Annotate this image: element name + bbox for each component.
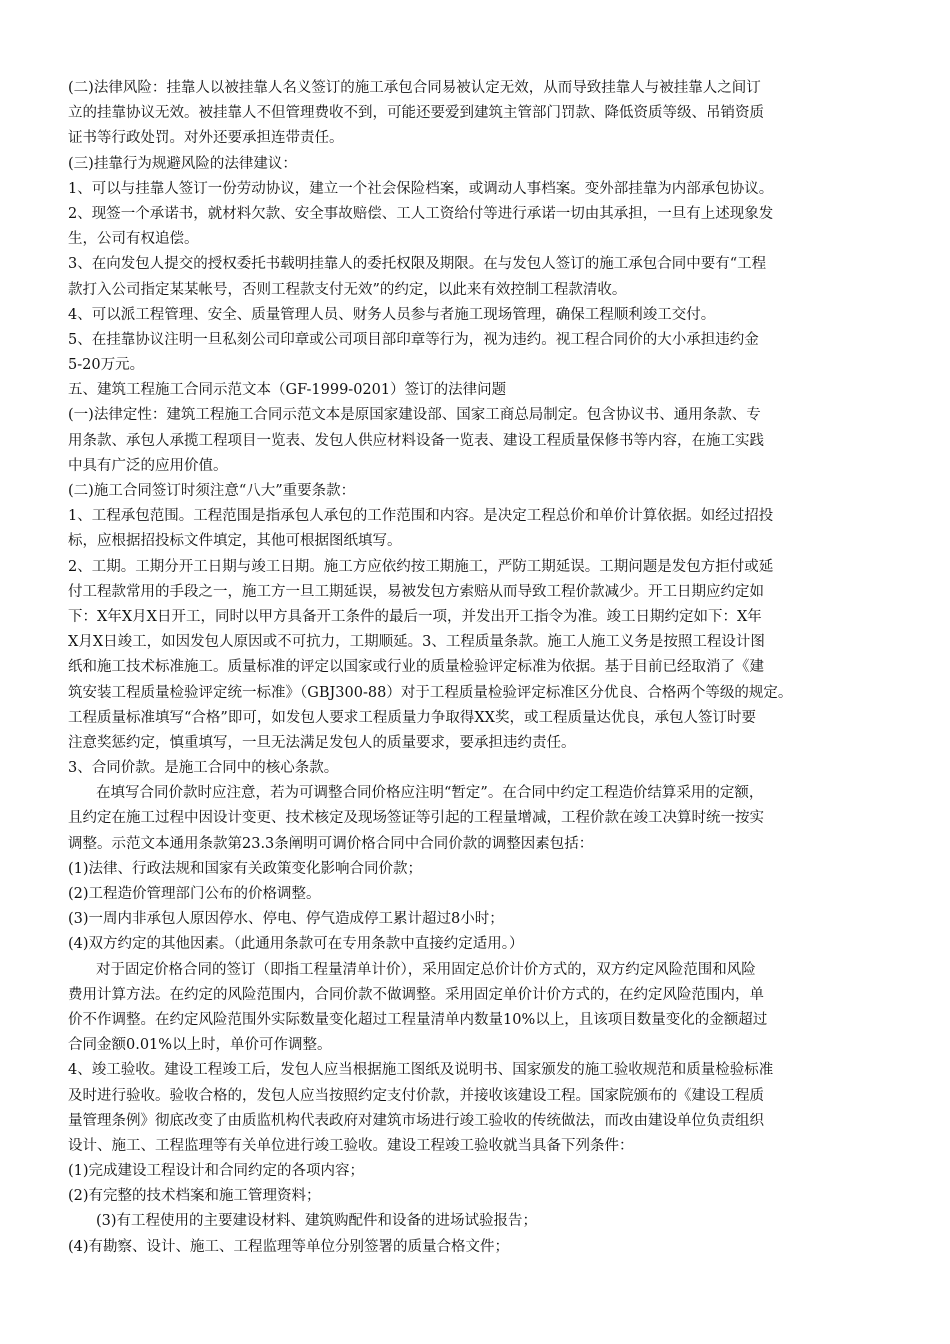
text-line: 生，公司有权追偿。 <box>68 231 199 248</box>
list-item: (2)工程造价管理部门公布的价格调整。 <box>68 886 321 902</box>
text-line: 工程质量标准填写“合格”即可，如发包人要求工程质量力争取得XX奖，或工程质量达优良，承包人签订时要 <box>68 709 756 726</box>
list-item: (3)有工程使用的主要建设材料、建筑购配件和设备的进场试验报告； <box>96 1213 538 1230</box>
text-line: 标，应根据招投标文件填定，其他可根据图纸填写。 <box>68 533 402 550</box>
text-line: 5、在挂靠协议注明一旦私刻公司印章或公司项目部印章等行为，视为违约。视工程合同价的大小承担违约金 <box>68 331 759 348</box>
text-line: 在填写合同价款时应注意，若为可调整合同价格应注明“暂定”。在合同中约定工程造价结算采用的定额， <box>96 785 764 802</box>
text-line: 中具有广泛的应用价值。 <box>68 457 228 474</box>
text-line: 调整。示范文本通用条款第23.3条阐明可调价格合同中合同价款的调整因素包括： <box>68 835 594 852</box>
text-line: 1、工程承包范围。工程范围是指承包人承包的工作范围和内容。是决定工程总价和单价计算依据。如经过招投 <box>68 508 774 525</box>
text-line: 量管理条例》彻底改变了由质监机构代表政府对建筑市场进行竣工验收的传统做法，而改由建设单位负责组织 <box>68 1112 764 1129</box>
list-item: (2)有完整的技术档案和施工管理资料； <box>68 1188 321 1205</box>
text-line: 4、竣工验收。建设工程竣工后，发包人应当根据施工图纸及说明书、国家颁发的施工验收规范和质量检验标准 <box>68 1062 774 1079</box>
list-item: (1)法律、行政法规和国家有关政策变化影响合同价款； <box>68 860 423 877</box>
section-heading: 五、建筑工程施工合同示范文本（GF-1999-0201）签订的法律问题 <box>68 382 507 399</box>
text-line: 立的挂靠协议无效。被挂靠人不但管理费收不到，可能还要爱到建筑主管部门罚款、降低资质等级、吊销资质 <box>68 105 764 122</box>
text-line: 证书等行政处罚。对外还要承担连带责任。 <box>68 130 344 147</box>
list-item: (4)有勘察、设计、施工、工程监理等单位分别签署的质量合格文件； <box>68 1238 510 1255</box>
text-line: 用条款、承包人承揽工程项目一览表、发包人供应材料设备一览表、建设工程质量保修书等内容，在施工实践 <box>68 432 764 449</box>
text-line: 纸和施工技术标准施工。质量标准的评定以国家或行业的质量检验评定标准为依据。基于目前已经取消了《建 <box>68 659 764 676</box>
text-line: 付工程款常用的手段之一，施工方一旦工期延误，易被发包方索赔从而导致工程价款减少。开工日期应约定如 <box>68 583 764 600</box>
text-line: 2、工期。工期分开工日期与竣工日期。施工方应依约按工期施工，严防工期延误。工期问题是发包方拒付或延 <box>68 558 774 575</box>
text-line: 3、在向发包人提交的授权委托书载明挂靠人的委托权限及期限。在与发包人签订的施工承包合同中要有“工程 <box>68 256 767 273</box>
text-line: 2、现签一个承诺书，就材料欠款、安全事故赔偿、工人工资给付等进行承诺一切由其承担，一旦有上述现象发 <box>68 205 774 222</box>
document-page <box>68 76 890 1260</box>
text-line: 及时进行验收。验收合格的，发包人应当按照约定支付价款，并接收该建设工程。国家院颁布的《建设工程质 <box>68 1087 764 1104</box>
text-line: 1、可以与挂靠人签订一份劳动协议，建立一个社会保险档案，或调动人事档案。变外部挂靠为内部承包协议。 <box>68 180 774 197</box>
text-line: 下：X年X月X日开工，同时以甲方具备开工条件的最后一项，并发出开工指令为准。竣工日期约定如下：X年 <box>68 608 762 625</box>
text-line: 4、可以派工程管理、安全、质量管理人员、财务人员参与者施工现场管理，确保工程顺利竣工交付。 <box>68 306 716 323</box>
text-line: 合同金额0.01%以上时，单价可作调整。 <box>68 1037 332 1054</box>
list-item: (4)双方约定的其他因素。（此通用条款可在专用条款中直接约定适用。） <box>68 936 524 953</box>
text-line: 款打入公司指定某某帐号，否则工程款支付无效”的约定，以此来有效控制工程款清收。 <box>68 281 627 298</box>
list-item: (3)一周内非承包人原因停水、停电、停气造成停工累计超过8小时； <box>68 911 504 928</box>
text-line: X月X日竣工，如因发包人原因或不可抗力，工期顺延。3、工程质量条款。施工人施工义务是按照工程设计图 <box>68 634 765 651</box>
text-line: 筑安装工程质量检验评定统一标准》（GBJ300-88）对于工程质量检验评定标准区分优良、合格两个等级的规定。 <box>68 684 793 701</box>
text-line: 设计、施工、工程监理等有关单位进行竣工验收。建设工程竣工验收就当具备下列条件： <box>68 1137 634 1154</box>
text-line: 价不作调整。在约定风险范围外实际数量变化超过工程量清单内数量10%以上，且该项目数量变化的金额超过 <box>68 1011 768 1028</box>
text-line: 3、合同价款。是施工合同中的核心条款。 <box>68 760 339 777</box>
section-heading: (三)挂靠行为规避风险的法律建议： <box>68 155 297 172</box>
text-line: 对于固定价格合同的签订（即指工程量清单计价），采用固定总价计价方式的，双方约定风险范围和风险 <box>96 961 756 978</box>
text-line: 费用计算方法。在约定的风险范围内，合同价款不做调整。采用固定单价计价方式的，在约定风险范围内，单 <box>68 986 764 1003</box>
text-line: 且约定在施工过程中因设计变更、技术核定及现场签证等引起的工程量增减，工程价款在竣工决算时统一按实 <box>68 810 764 827</box>
text-line: (二)法律风险：挂靠人以被挂靠人名义签订的施工承包合同易被认定无效，从而导致挂靠人与被挂靠人之间订 <box>68 80 761 96</box>
text-line: (一)法律定性：建筑工程施工合同示范文本是原国家建设部、国家工商总局制定。包含协议书、通用条款、专 <box>68 407 761 424</box>
section-heading: (二)施工合同签订时须注意“八大”重要条款： <box>68 483 356 499</box>
text-line: 5-20万元。 <box>68 357 145 374</box>
text-line: 注意奖惩约定，慎重填写，一旦无法满足发包人的质量要求，要承担违约责任。 <box>68 734 576 751</box>
list-item: (1)完成建设工程设计和合同约定的各项内容； <box>68 1163 365 1180</box>
